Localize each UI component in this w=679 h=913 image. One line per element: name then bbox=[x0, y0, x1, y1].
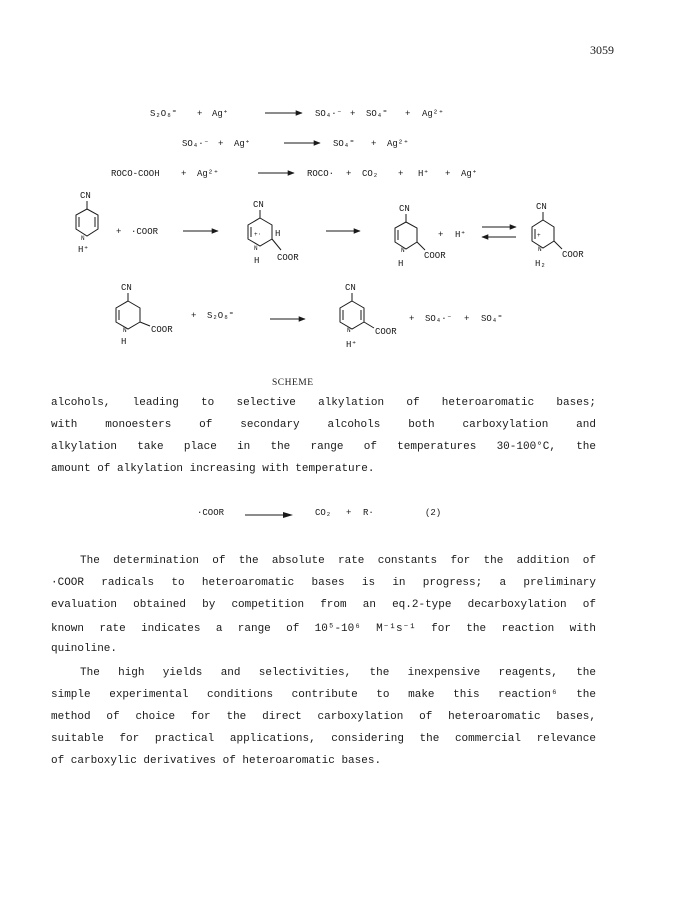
dihydropyridine-reactant bbox=[116, 283, 173, 347]
paragraph-line: alcohols, leading to selective alkylation of heteroaromatic bases; bbox=[51, 397, 596, 409]
eq-product-co2: CO₂ bbox=[315, 508, 332, 518]
plus-sign: + bbox=[218, 139, 224, 149]
reactant-silver-2: Ag²⁺ bbox=[197, 169, 219, 179]
nitrogen-label: N bbox=[538, 246, 542, 253]
nitrogen-label: N bbox=[347, 327, 351, 334]
charge-label: + bbox=[537, 232, 541, 239]
product-silver-2: Ag²⁺ bbox=[387, 139, 409, 149]
reaction-5 bbox=[116, 283, 503, 350]
plus-sign: + bbox=[350, 109, 356, 119]
product-proton: H⁺ bbox=[418, 169, 429, 179]
proton-label: H⁺ bbox=[455, 230, 466, 240]
reaction-2 bbox=[182, 139, 409, 149]
plus-sign: + bbox=[398, 169, 404, 179]
cyano-label: CN bbox=[399, 204, 410, 214]
plus-sign: + bbox=[116, 227, 122, 237]
eq-arrow bbox=[245, 510, 295, 520]
paragraph-line: simple experimental conditions contribute to make this reaction⁶ the bbox=[51, 689, 596, 701]
product-sulfate: SO₄⁼ bbox=[366, 109, 388, 119]
product-acyl-radical: ROCO· bbox=[307, 169, 335, 179]
radical-adduct bbox=[248, 200, 299, 266]
cyano-label: CN bbox=[80, 191, 91, 201]
eq-reactant: ·COOR bbox=[197, 508, 225, 518]
plus-sign: + bbox=[464, 314, 470, 324]
cyano-label: CN bbox=[121, 283, 132, 293]
plus-sign: + bbox=[371, 139, 377, 149]
sulfate-label: SO₄⁼ bbox=[481, 314, 503, 324]
scheme-caption: SCHEME bbox=[272, 378, 314, 388]
reactant-silver: Ag⁺ bbox=[212, 109, 229, 119]
cyano-label: CN bbox=[345, 283, 356, 293]
proton-label: H⁺ bbox=[346, 340, 357, 350]
reaction-scheme bbox=[0, 0, 679, 400]
paragraph-line: evaluation obtained by competition from an eq.2-type decarboxylation of bbox=[51, 599, 596, 611]
reactant-sulfate-radical: SO₄·⁻ bbox=[182, 139, 210, 149]
plus-sign: + bbox=[405, 109, 411, 119]
eq-product-radical: R· bbox=[363, 508, 374, 518]
hydrogen-label: H bbox=[121, 337, 127, 347]
proton-label: H⁺ bbox=[78, 245, 89, 255]
plus-sign: + bbox=[409, 314, 415, 324]
reaction-1 bbox=[150, 109, 444, 119]
product-sulfate: SO₄⁼ bbox=[333, 139, 355, 149]
ester-group-label: COOR bbox=[151, 325, 173, 335]
plus-sign: + bbox=[346, 169, 352, 179]
protonated-product bbox=[340, 283, 397, 350]
product-co2: CO₂ bbox=[362, 169, 379, 179]
page-number: 3059 bbox=[590, 43, 614, 57]
plus-sign: + bbox=[445, 169, 451, 179]
paragraph-line: alkylation take place in the range of temperatures 30-100°C, the bbox=[51, 441, 596, 453]
paragraph-line: of carboxylic derivatives of heteroaromatic bases. bbox=[51, 755, 382, 767]
ester-group-label: COOR bbox=[277, 253, 299, 263]
product-silver-2: Ag²⁺ bbox=[422, 109, 444, 119]
eq-plus: + bbox=[346, 508, 352, 518]
cyano-label: CN bbox=[536, 202, 547, 212]
ester-group-label: COOR bbox=[562, 250, 584, 260]
paragraph-line: known rate indicates a range of 10⁵-10⁶ M⁻¹s⁻¹ for the reaction with bbox=[51, 623, 596, 635]
hydrogen-label: H bbox=[254, 256, 260, 266]
plus-sign: + bbox=[197, 109, 203, 119]
ester-group-label: COOR bbox=[424, 251, 446, 261]
dihydrogen-label: H₂ bbox=[535, 259, 546, 269]
carboxyl-radical: ·COOR bbox=[131, 227, 159, 237]
hydrogen-label: H bbox=[275, 229, 281, 239]
diprotonated-intermediate bbox=[532, 202, 584, 269]
plus-sign: + bbox=[191, 311, 197, 321]
nitrogen-label: N bbox=[123, 327, 127, 334]
paragraph-line: amount of alkylation increasing with temperature. bbox=[51, 463, 375, 475]
cyano-label: CN bbox=[253, 200, 264, 210]
plus-sign: + bbox=[181, 169, 187, 179]
paragraph-line: quinoline. bbox=[51, 643, 118, 655]
sulfate-radical-label: SO₄·⁻ bbox=[425, 314, 453, 324]
reaction-3 bbox=[111, 169, 477, 179]
paragraph-line: ·COOR radicals to heteroaromatic bases is in progress; a preliminary bbox=[51, 577, 596, 589]
product-sulfate-radical: SO₄·⁻ bbox=[315, 109, 343, 119]
reactant-silver: Ag⁺ bbox=[234, 139, 251, 149]
equation-2 bbox=[0, 508, 679, 528]
reactant-oxalate-monoester: ROCO-COOH bbox=[111, 169, 160, 179]
paragraph-line: with monoesters of secondary alcohols both carboxylation and bbox=[51, 419, 596, 431]
paragraph-line: The determination of the absolute rate constants for the addition of bbox=[80, 555, 596, 567]
nitrogen-label: N bbox=[254, 245, 258, 252]
nitrogen-label: N bbox=[81, 235, 85, 242]
paragraph-line: suitable for practical applications, considering the commercial relevance bbox=[51, 733, 596, 745]
nitrogen-label: N bbox=[401, 247, 405, 254]
persulfate-label: S₂O₈⁼ bbox=[207, 311, 235, 321]
hydrogen-label: H bbox=[398, 259, 404, 269]
paragraph-line: method of choice for the direct carboxylation of heteroaromatic bases, bbox=[51, 711, 596, 723]
radical-cation-label: +· bbox=[254, 231, 262, 238]
equation-number: (2) bbox=[425, 508, 442, 518]
paragraph-line: The high yields and selectivities, the inexpensive reagents, the bbox=[80, 667, 596, 679]
reactant-persulfate: S₂O₈⁼ bbox=[150, 109, 178, 119]
ester-group-label: COOR bbox=[375, 327, 397, 337]
reaction-4 bbox=[76, 191, 584, 269]
protonated-cyanopyridine bbox=[76, 191, 98, 255]
plus-sign: + bbox=[438, 230, 444, 240]
product-silver: Ag⁺ bbox=[461, 169, 478, 179]
